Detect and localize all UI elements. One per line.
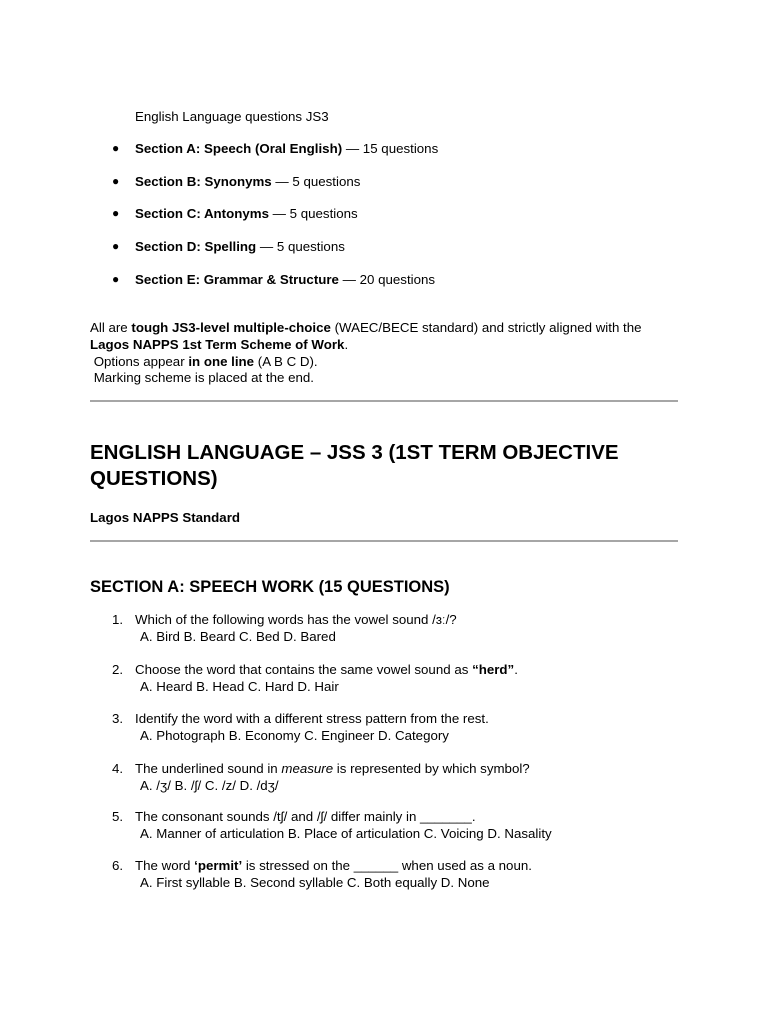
question-text [135, 710, 489, 727]
list-item-count: — 5 questions [268, 206, 358, 221]
question-item [0, 760, 768, 794]
list-item [135, 205, 358, 222]
question-number: 3. [112, 711, 124, 726]
list-item-title: Section E: Grammar & Structure [135, 272, 339, 287]
question-item [0, 710, 768, 744]
question-text [135, 760, 530, 777]
question-number: 5. [112, 809, 124, 824]
subtitle: Lagos NAPPS Standard [90, 510, 240, 525]
text-run: is represented by which symbol? [333, 761, 530, 776]
question-number: 2. [112, 662, 124, 677]
list-item-count: — 5 questions [271, 174, 361, 189]
question-options: A. First syllable B. Second syllable C. Both equally D. None [140, 875, 490, 890]
paragraph-line-1 [90, 319, 642, 336]
question-item [0, 611, 768, 645]
text-run-bold: “herd” [472, 662, 515, 677]
bullet-icon: ● [112, 239, 120, 253]
text-run: is stressed on the ______ when used as a noun. [242, 858, 532, 873]
divider [90, 540, 678, 542]
question-options: A. Manner of articulation B. Place of articulation C. Voicing D. Nasality [140, 826, 552, 841]
list-item-title: Section C: Antonyms [135, 206, 269, 221]
text-run: The consonant sounds /tʃ/ and /ʃ/ differ mainly in _______. [135, 809, 476, 824]
question-number: 1. [112, 612, 124, 627]
text-run: Identify the word with a different stress pattern from the rest. [135, 711, 489, 726]
text-run-bold: ‘permit’ [194, 858, 243, 873]
text-run-bold: Lagos NAPPS 1st Term Scheme of Work [90, 337, 345, 352]
list-item-title: Section A: Speech (Oral English) [135, 141, 343, 156]
question-number: 4. [112, 761, 124, 776]
question-text [135, 661, 518, 678]
text-run: . [344, 337, 349, 352]
question-text [135, 808, 476, 825]
text-run: (A B C D). [254, 354, 318, 369]
list-item-title: Section B: Synonyms [135, 174, 272, 189]
page-title: ENGLISH LANGUAGE – JSS 3 (1ST TERM OBJECTIVE QUESTIONS) [90, 441, 619, 490]
bullet-icon: ● [112, 174, 120, 188]
text-run-bold: tough JS3-level multiple-choice [131, 320, 331, 335]
list-item-count: — 15 questions [342, 141, 439, 156]
text-run-italic: measure [281, 761, 334, 776]
bullet-icon: ● [112, 141, 120, 155]
text-run: The word [135, 858, 195, 873]
paragraph-line-4: Marking scheme is placed at the end. [90, 370, 314, 385]
question-options: A. Bird B. Beard C. Bed D. Bared [140, 629, 336, 644]
list-item [135, 238, 345, 255]
question-text [135, 611, 457, 628]
bullet-icon: ● [112, 272, 120, 286]
section-title: SECTION A: SPEECH WORK (15 QUESTIONS) [90, 578, 450, 596]
text-run: Which of the following words has the vowel sound /ɜː/? [135, 612, 457, 627]
list-item-count: — 20 questions [338, 272, 436, 287]
question-item [0, 661, 768, 695]
text-run: The underlined sound in [135, 761, 282, 776]
list-item [135, 140, 438, 157]
list-item-title: Section D: Spelling [135, 239, 257, 254]
text-run: Choose the word that contains the same vowel sound as [135, 662, 473, 677]
text-run: All are [90, 320, 132, 335]
list-item [135, 271, 435, 288]
text-run: . [514, 662, 518, 677]
question-item [0, 808, 768, 842]
question-options: A. Photograph B. Economy C. Engineer D. Category [140, 728, 449, 743]
bullet-icon: ● [112, 206, 120, 220]
paragraph-line-2 [90, 336, 348, 353]
text-run: (WAEC/BECE standard) and strictly aligned with the [330, 320, 642, 335]
text-run: Options appear [90, 354, 189, 369]
question-number: 6. [112, 858, 124, 873]
question-options: A. Heard B. Head C. Hard D. Hair [140, 679, 339, 694]
divider [90, 400, 678, 402]
list-item [135, 173, 360, 190]
list-item-count: — 5 questions [256, 239, 345, 254]
question-item [0, 857, 768, 891]
question-text [135, 857, 532, 874]
paragraph-line-3 [90, 353, 318, 370]
question-options: A. /ʒ/ B. /ʃ/ C. /z/ D. /dʒ/ [140, 778, 279, 793]
text-run-bold: in one line [188, 354, 255, 369]
intro-line: English Language questions JS3 [135, 109, 329, 124]
